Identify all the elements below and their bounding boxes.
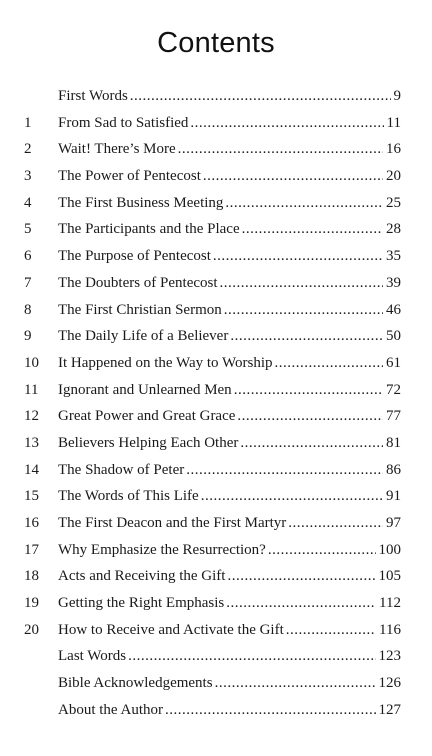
chapter-title: The Doubters of Pentecost bbox=[58, 274, 218, 291]
page-number: 116 bbox=[379, 621, 401, 638]
chapter-title: Believers Helping Each Other bbox=[58, 434, 239, 451]
toc-line bbox=[58, 136, 401, 163]
dot-leader bbox=[186, 457, 383, 484]
toc-entry bbox=[0, 297, 432, 324]
chapter-number: 8 bbox=[24, 301, 32, 318]
chapter-title: Why Emphasize the Resurrection? bbox=[58, 541, 266, 558]
chapter-number: 5 bbox=[24, 221, 32, 238]
chapter-title: Getting the Right Emphasis bbox=[58, 595, 225, 612]
chapter-number: 7 bbox=[24, 274, 32, 291]
dot-leader bbox=[288, 510, 383, 537]
chapter-number: 18 bbox=[24, 568, 39, 585]
chapter-number: 15 bbox=[24, 488, 39, 505]
dot-leader bbox=[275, 350, 384, 377]
dot-leader bbox=[213, 243, 383, 270]
toc-line bbox=[58, 643, 401, 670]
chapter-title: The First Business Meeting bbox=[58, 194, 224, 211]
toc-line bbox=[58, 83, 401, 110]
chapter-number: 2 bbox=[24, 141, 32, 158]
chapter-title: Great Power and Great Grace bbox=[58, 408, 236, 425]
dot-leader bbox=[220, 270, 383, 297]
toc-line bbox=[58, 457, 401, 484]
chapter-number: 3 bbox=[24, 168, 32, 185]
toc-entry bbox=[0, 350, 432, 377]
chapter-title: The Purpose of Pentecost bbox=[58, 248, 211, 265]
toc-entry bbox=[0, 163, 432, 190]
dot-leader bbox=[128, 643, 375, 670]
toc-line bbox=[58, 323, 401, 350]
chapter-number: 11 bbox=[24, 381, 39, 398]
toc-line bbox=[58, 537, 401, 564]
chapter-number: 20 bbox=[24, 621, 39, 638]
toc-line bbox=[58, 590, 401, 617]
toc-line bbox=[58, 216, 401, 243]
dot-leader bbox=[227, 563, 375, 590]
toc-line bbox=[58, 110, 401, 137]
toc-entry bbox=[0, 323, 432, 350]
chapter-title: The Participants and the Place bbox=[58, 221, 240, 238]
dot-leader bbox=[215, 670, 376, 697]
chapter-title: How to Receive and Activate the Gift bbox=[58, 621, 284, 638]
toc-entry bbox=[0, 83, 432, 110]
page-number: 127 bbox=[378, 701, 401, 718]
toc-entry bbox=[0, 617, 432, 644]
page-number: 16 bbox=[386, 141, 401, 158]
toc-entry bbox=[0, 510, 432, 537]
dot-leader bbox=[165, 697, 376, 724]
toc-entry bbox=[0, 430, 432, 457]
dot-leader bbox=[242, 216, 383, 243]
toc-entry bbox=[0, 457, 432, 484]
dot-leader bbox=[240, 430, 383, 457]
page-number: 39 bbox=[386, 274, 401, 291]
page-number: 9 bbox=[393, 88, 401, 104]
chapter-title: The Shadow of Peter bbox=[58, 461, 185, 478]
chapter-title: Last Words bbox=[58, 648, 127, 665]
dot-leader bbox=[224, 297, 383, 324]
toc-line bbox=[58, 297, 401, 324]
dot-leader bbox=[286, 617, 376, 644]
toc-line bbox=[58, 243, 401, 270]
chapter-title: The First Deacon and the First Martyr bbox=[58, 515, 287, 531]
page-number: 72 bbox=[386, 381, 401, 398]
chapter-number: 1 bbox=[24, 114, 32, 131]
dot-leader bbox=[230, 323, 383, 350]
toc-line bbox=[58, 377, 401, 404]
toc-line bbox=[58, 697, 401, 724]
page-number: 112 bbox=[379, 595, 401, 612]
page-title: Contents bbox=[157, 27, 275, 60]
dot-leader bbox=[130, 83, 391, 110]
toc-entry bbox=[0, 216, 432, 243]
toc-line bbox=[58, 563, 401, 590]
chapter-title: It Happened on the Way to Worship bbox=[58, 354, 273, 371]
dot-leader bbox=[226, 590, 376, 617]
chapter-title: About the Author bbox=[58, 701, 163, 718]
toc-line bbox=[58, 350, 401, 377]
toc-line bbox=[58, 430, 401, 457]
page-number: 91 bbox=[386, 488, 401, 505]
toc-line bbox=[58, 670, 401, 697]
chapter-title: The Power of Pentecost bbox=[58, 168, 201, 185]
toc-entry bbox=[0, 190, 432, 217]
toc-entry bbox=[0, 483, 432, 510]
chapter-number: 12 bbox=[24, 408, 39, 425]
page-number: 11 bbox=[386, 114, 401, 131]
table-of-contents bbox=[0, 83, 432, 724]
chapter-title: Bible Acknowledgements bbox=[58, 675, 213, 692]
page-number: 28 bbox=[386, 221, 401, 238]
toc-line bbox=[58, 510, 401, 537]
dot-leader bbox=[237, 403, 383, 430]
toc-line bbox=[58, 163, 401, 190]
toc-entry bbox=[0, 563, 432, 590]
toc-entry bbox=[0, 377, 432, 404]
toc-entry bbox=[0, 270, 432, 297]
dot-leader bbox=[225, 190, 383, 217]
chapter-number: 9 bbox=[24, 328, 32, 345]
page-number: 46 bbox=[386, 301, 401, 318]
toc-line bbox=[58, 190, 401, 217]
toc-entry bbox=[0, 670, 432, 697]
page-number: 61 bbox=[386, 354, 401, 371]
chapter-title: The First Christian Sermon bbox=[58, 301, 222, 318]
toc-entry bbox=[0, 403, 432, 430]
toc-entry bbox=[0, 590, 432, 617]
chapter-number: 13 bbox=[24, 434, 39, 451]
dot-leader bbox=[178, 136, 383, 163]
toc-line bbox=[58, 617, 401, 644]
page-number: 100 bbox=[378, 541, 401, 558]
page-number: 81 bbox=[386, 434, 401, 451]
chapter-title: First Words bbox=[58, 88, 128, 104]
dot-leader bbox=[190, 110, 383, 137]
toc-entry bbox=[0, 136, 432, 163]
chapter-number: 17 bbox=[24, 541, 39, 558]
toc-line bbox=[58, 270, 401, 297]
page-number: 123 bbox=[378, 648, 401, 665]
chapter-number: 6 bbox=[24, 248, 32, 265]
dot-leader bbox=[234, 377, 383, 404]
chapter-title: Wait! There’s More bbox=[58, 141, 176, 158]
page-number: 105 bbox=[378, 568, 401, 585]
toc-entry bbox=[0, 537, 432, 564]
toc-entry bbox=[0, 243, 432, 270]
chapter-title: From Sad to Satisfied bbox=[58, 114, 189, 131]
toc-entry bbox=[0, 643, 432, 670]
page-number: 25 bbox=[386, 194, 401, 211]
page-number: 50 bbox=[386, 328, 401, 345]
toc-line bbox=[58, 483, 401, 510]
toc-entry bbox=[0, 110, 432, 137]
chapter-number: 16 bbox=[24, 515, 39, 531]
page-number: 20 bbox=[386, 168, 401, 185]
chapter-number: 14 bbox=[24, 461, 39, 478]
toc-entry bbox=[0, 697, 432, 724]
chapter-number: 10 bbox=[24, 354, 39, 371]
chapter-title: Ignorant and Unlearned Men bbox=[58, 381, 232, 398]
chapter-title: Acts and Receiving the Gift bbox=[58, 568, 226, 585]
page-number: 35 bbox=[386, 248, 401, 265]
page-number: 126 bbox=[378, 675, 401, 692]
page-number: 77 bbox=[386, 408, 401, 425]
dot-leader bbox=[203, 163, 383, 190]
chapter-title: The Words of This Life bbox=[58, 488, 199, 505]
chapter-title: The Daily Life of a Believer bbox=[58, 328, 229, 345]
page-number: 97 bbox=[386, 515, 401, 531]
page-number: 86 bbox=[386, 461, 401, 478]
chapter-number: 4 bbox=[24, 194, 32, 211]
dot-leader bbox=[201, 483, 383, 510]
dot-leader bbox=[268, 537, 376, 564]
chapter-number: 19 bbox=[24, 595, 39, 612]
toc-line bbox=[58, 403, 401, 430]
